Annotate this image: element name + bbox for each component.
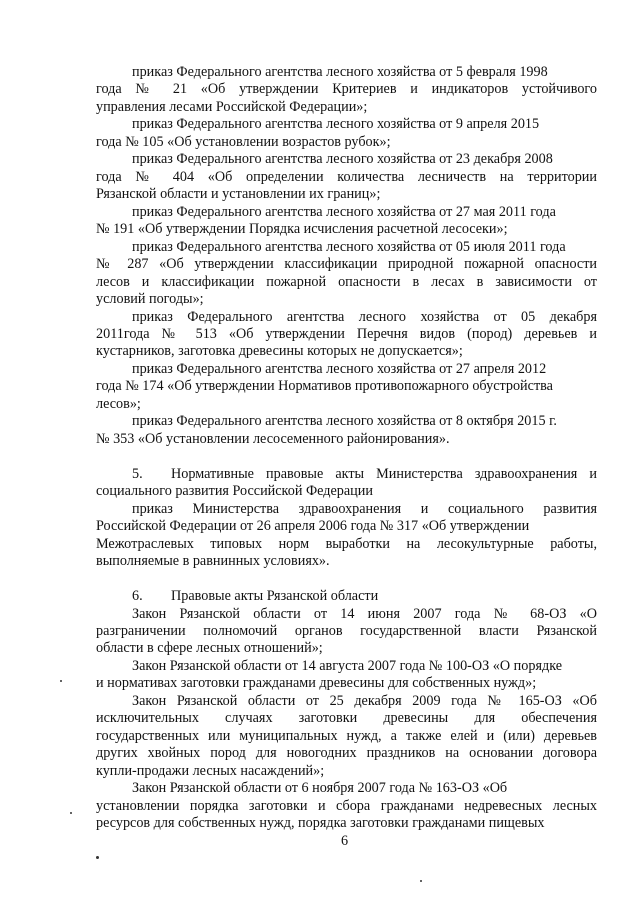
text-line: года № 105 «Об установлении возрастов рубок»; [96, 134, 391, 150]
text-line: года № 174 «Об утверждении Нормативов противопожарного обустройства [96, 378, 553, 394]
text-line: года № 21 «Об утверждении Критериев и индикаторов устойчивого [96, 81, 597, 97]
text-line: приказ Федерального агентства лесного хозяйства от 23 декабря 2008 [132, 151, 553, 167]
text-line: № 191 «Об утверждении Порядка исчисления расчетной лесосеки»; [96, 221, 508, 237]
text-line: года № 404 «Об определении количества лесничеств на территории [96, 169, 597, 185]
section-number: 6. [132, 588, 143, 604]
text-line: приказ Министерства здравоохранения и социального развития [132, 501, 597, 517]
text-line: управления лесами Российской Федерации»; [96, 99, 368, 115]
scan-speck [96, 856, 99, 859]
text-line: приказ Федерального агентства лесного хозяйства от 05 декабря [132, 309, 597, 325]
text-line: Закон Рязанской области от 6 ноября 2007 года № 163-ОЗ «Об [132, 780, 508, 796]
text-line: области в сфере лесных отношений»; [96, 640, 323, 656]
text-line: Закон Рязанской области от 25 декабря 2009 года № 165-ОЗ «Об [132, 693, 597, 709]
text-line: Закон Рязанской области от 14 июня 2007 года № 68-ОЗ «О [132, 606, 597, 622]
text-line: других хвойных пород для новогодних праздников на основании договора [96, 745, 597, 761]
text-line: приказ Федерального агентства лесного хозяйства от 27 апреля 2012 [132, 361, 547, 377]
text-line: 2011года № 513 «Об утверждении Перечня видов (пород) деревьев и [96, 326, 597, 342]
page-number: 6 [341, 833, 349, 849]
scan-speck [70, 812, 72, 814]
text-line: приказ Федерального агентства лесного хозяйства от 5 февраля 1998 [132, 64, 548, 80]
section-heading: социального развития Российской Федерации [96, 483, 373, 499]
text-line: Межотраслевых типовых норм выработки на лесокультурные работы, [96, 536, 597, 552]
text-line: условий погоды»; [96, 291, 204, 307]
text-line: купли-продажи лесных насаждений»; [96, 763, 325, 779]
text-line: приказ Федерального агентства лесного хозяйства от 9 апреля 2015 [132, 116, 540, 132]
text-line: установлении порядка заготовки и сбора гражданами недревесных лесных [96, 798, 597, 814]
text-line: приказ Федерального агентства лесного хозяйства от 05 июля 2011 года [132, 239, 566, 255]
text-line: № 287 «Об утверждении классификации природной пожарной опасности [96, 256, 597, 272]
text-line: выполняемые в равнинных условиях». [96, 553, 330, 569]
text-line: государственных или муниципальных нужд, а также елей и (или) деревьев [96, 728, 597, 744]
text-line: приказ Федерального агентства лесного хозяйства от 8 октября 2015 г. [132, 413, 557, 429]
scan-speck [60, 680, 62, 682]
text-line: Российской Федерации от 26 апреля 2006 года № 317 «Об утверждении [96, 518, 530, 534]
text-line: исключительных случаях заготовки древесины для обеспечения [96, 710, 597, 726]
text-line: лесов»; [96, 396, 141, 412]
section-heading: Правовые акты Рязанской области [171, 588, 379, 604]
section-heading: Нормативные правовые акты Министерства здравоохранения и [171, 466, 597, 482]
text-line: Рязанской области и установлении их границ»; [96, 186, 381, 202]
text-line: кустарников, заготовка древесины которых не допускается»; [96, 343, 463, 359]
text-line: разграничении полномочий органов государственной власти Рязанской [96, 623, 597, 639]
text-line: лесов и классификации пожарной опасности в лесах в зависимости от [96, 274, 597, 290]
text-line: № 353 «Об установлении лесосеменного районирования». [96, 431, 450, 447]
scan-speck [420, 880, 422, 882]
text-line: Закон Рязанской области от 14 августа 2007 года № 100-ОЗ «О порядке [132, 658, 563, 674]
section-number: 5. [132, 466, 143, 482]
text-line: и нормативах заготовки гражданами древесины для собственных нужд»; [96, 675, 537, 691]
text-line: ресурсов для собственных нужд, порядка заготовки гражданами пищевых [96, 815, 545, 831]
text-line: приказ Федерального агентства лесного хозяйства от 27 мая 2011 года [132, 204, 556, 220]
